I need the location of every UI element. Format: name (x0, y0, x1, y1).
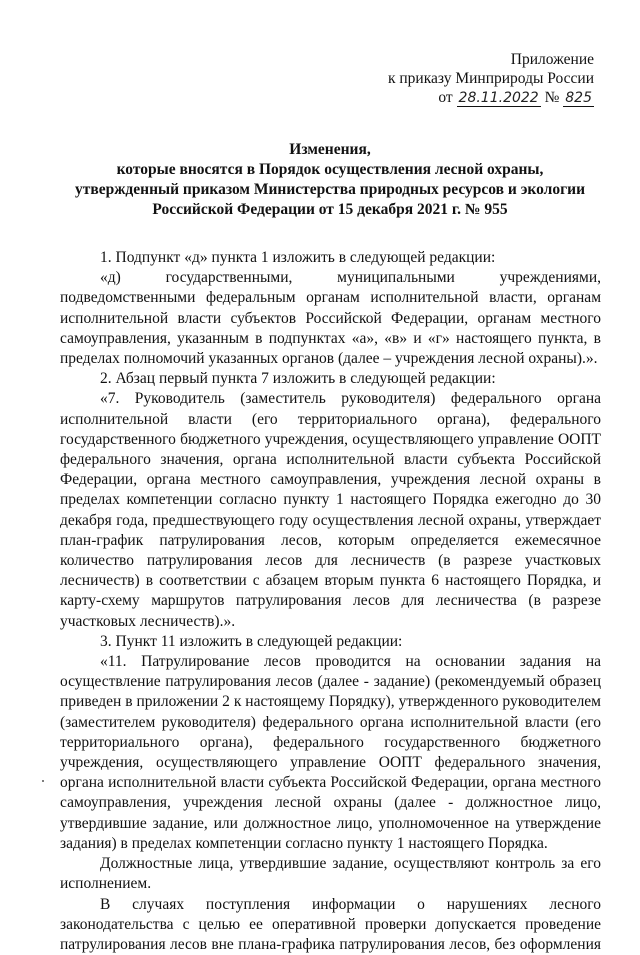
title-line-2: которые вносятся в Порядок осуществления лесной охраны, (60, 160, 600, 180)
document-header (388, 50, 594, 108)
handwritten-number: 825 (563, 90, 594, 107)
title-line-4: Российской Федерации от 15 декабря 2021 г. № 955 (60, 200, 600, 220)
scan-speck (42, 780, 44, 782)
order-reference: к приказу Минприроды России (388, 69, 594, 88)
paragraph-5: 3. Пункт 11 изложить в следующей редакции: (60, 632, 601, 652)
handwritten-date: 28.11.2022 (457, 90, 541, 107)
document-body (60, 248, 601, 955)
appendix-label: Приложение (388, 50, 594, 69)
paragraph-6: «11. Патрулирование лесов проводится на основании задания на осуществление патрулирования лесов (далее - задание) (рекомендуемый образец приведен в приложении 2 к настоящему Порядку), утвержденного руководителем (заместителем руководителя) федерального органа исполнительной власти (его территориального органа), федерального государственного бюджетного учреждения, осуществляющего управление ООПТ федерального значения, органа исполнительной власти субъекта Российской Федерации, органа местного самоуправления, учреждения лесной охраны (далее - должностное лицо, утвердившие задание, или должностное лицо, уполномоченное на утверждение задания) в пределах компетенции согласно пункту 1 настоящего Порядка. (60, 652, 601, 854)
document-title (60, 140, 600, 220)
paragraph-3: 2. Абзац первый пункта 7 изложить в следующей редакции: (60, 369, 601, 389)
paragraph-4: «7. Руководитель (заместитель руководителя) федерального органа исполнительной власти (его территориального органа), федерального государственного бюджетного учреждения, осуществляющего управление ООПТ федерального значения, органа исполнительной власти субъекта Российской Федерации, органа местного самоуправления, учреждения лесной охраны в пределах компетенции согласно пункту 1 настоящего Порядка ежегодно до 30 декабря года, предшествующего году осуществления лесной охраны, утверждает план-график патрулирования лесов, которым определяется ежемесячное количество патрулирования лесов для лесничеств (в разрезе участковых лесничеств) в соответствии с абзацем вторым пункта 6 настоящего Порядка, и карту-схему маршрутов патрулирования лесов для лесничества (в разрезе участковых лесничеств).». (60, 389, 601, 631)
title-line-3: утвержденный приказом Министерства природных ресурсов и экологии (60, 180, 600, 200)
paragraph-7: Должностные лица, утвердившие задание, осуществляют контроль за его исполнением. (60, 854, 601, 894)
order-date-number: от 28.11.2022 № 825 (388, 88, 594, 108)
paragraph-1: 1. Подпункт «д» пункта 1 изложить в следующей редакции: (60, 248, 601, 268)
paragraph-8: В случаях поступления информации о нарушениях лесного законодательства с целью ее оперативной проверки допускается проведение патрулирования лесов вне плана-графика патрулирования лесов, без оформления (60, 895, 601, 955)
title-line-1: Изменения, (60, 140, 600, 160)
paragraph-2: «д) государственными, муниципальными учреждениями, подведомственными федеральным органам исполнительной власти, органам исполнительной власти субъектов Российской Федерации, органам местного самоуправления, указанным в подпунктах «а», «в» и «г» настоящего пункта, в пределах полномочий указанных органов (далее – учреждения лесной охраны).». (60, 268, 601, 369)
